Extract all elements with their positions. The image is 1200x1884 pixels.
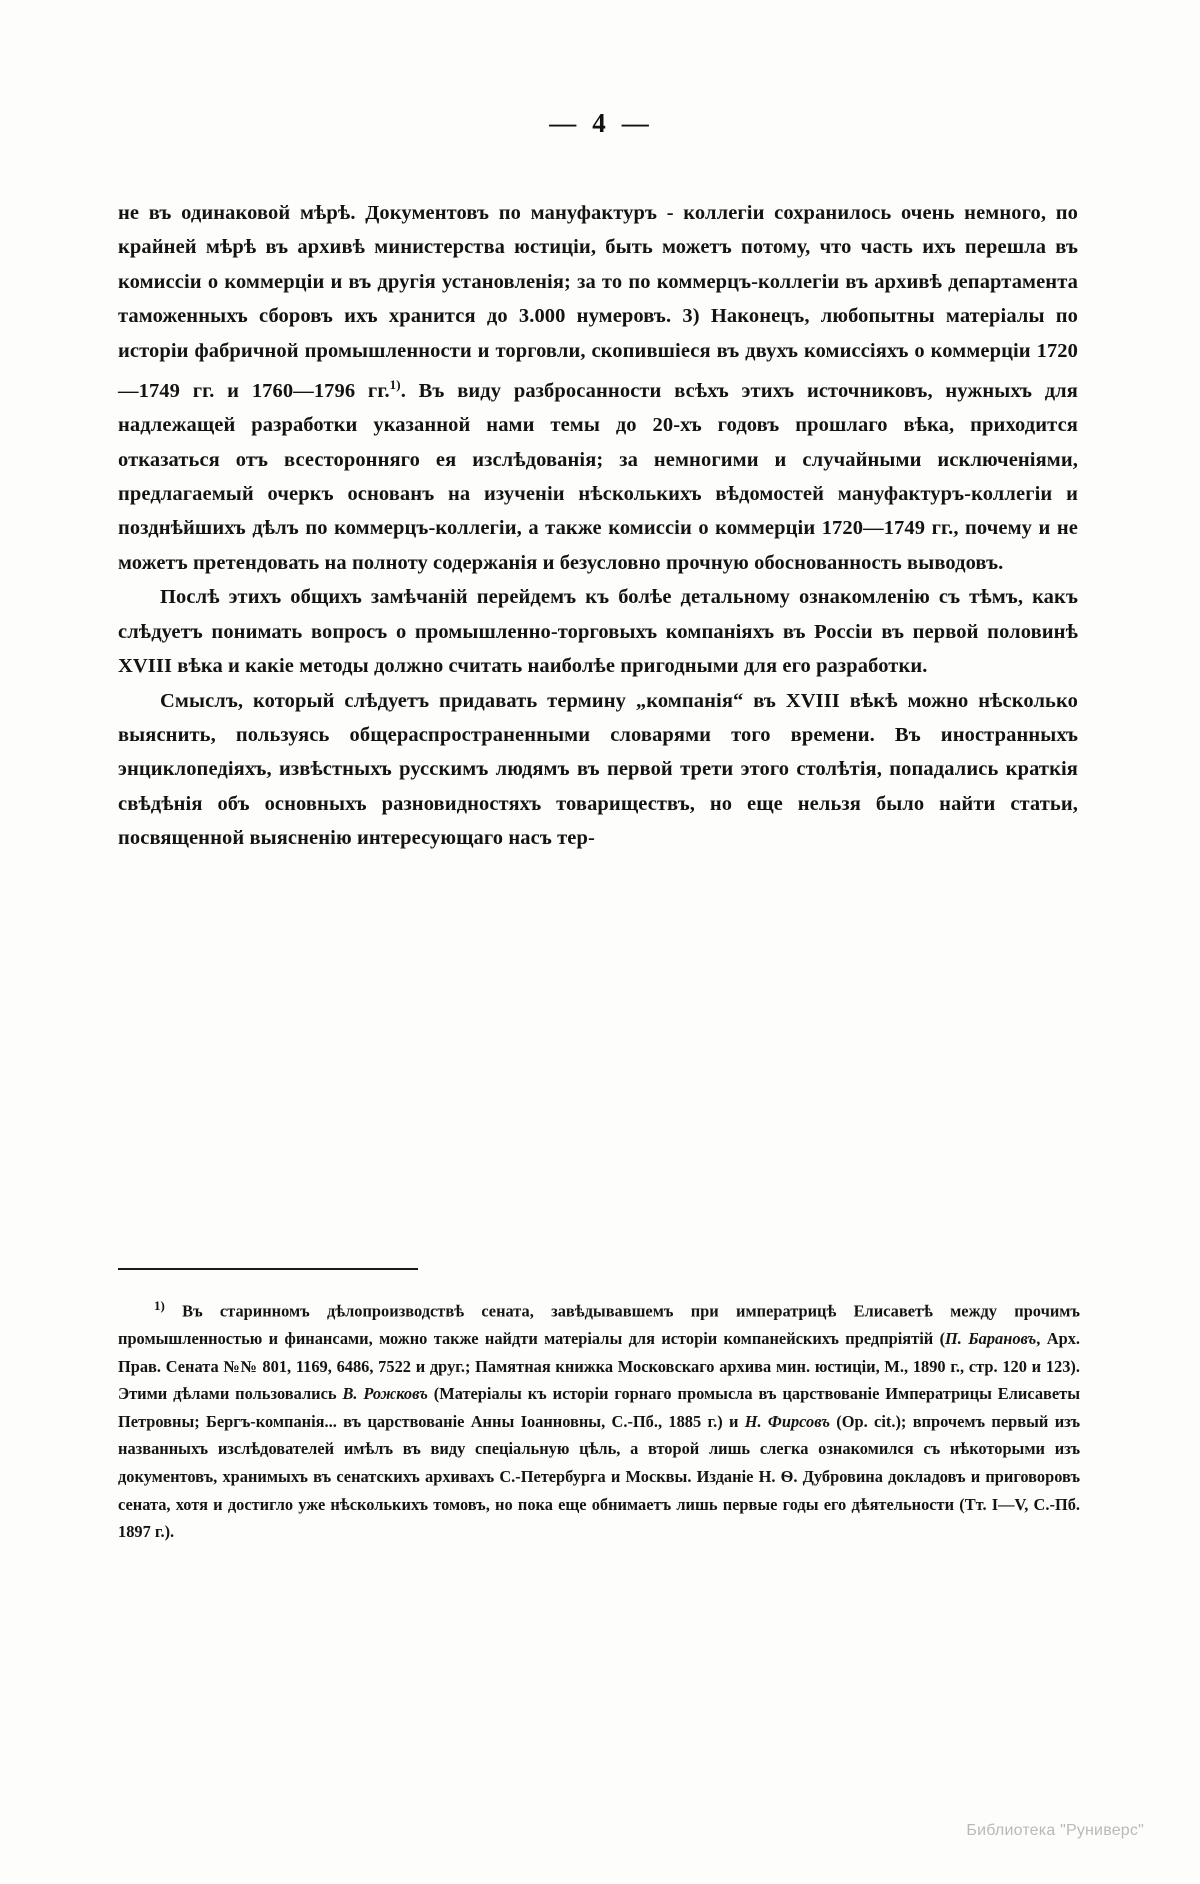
footnote-text-part-1: Въ старинномъ дѣлопроизводствѣ сената, завѣдывавшемъ при императрицѣ Елисаветѣ между прочимъ промышленностью и финансами, можно также найдти матеріалы для исторіи компанейскихъ предпріятій ( <box>118 1301 1080 1349</box>
footnote-reference-1: 1) <box>389 377 401 393</box>
footnote-marker: 1) <box>154 1298 165 1313</box>
main-body-text <box>118 196 1078 856</box>
paragraph-3: Смыслъ, который слѣдуетъ придавать термину „компанія“ въ XVIII вѣкѣ можно нѣсколько выяснить, пользуясь общераспространенными словарями того времени. Въ иностранныхъ энциклопедіяхъ, извѣстныхъ русскимъ людямъ въ первой трети этого столѣтія, попадались краткія свѣдѣнія объ основныхъ разновидностяхъ товариществъ, но еще нельзя было найти статьи, посвященной выясненію интересующаго насъ тер- <box>118 689 1078 850</box>
footnote-citation-2: В. Рожковъ <box>342 1384 428 1404</box>
paragraph-1-text: не въ одинаковой мѣрѣ. Документовъ по мануфактуръ - коллегіи сохранилось очень немного, по крайней мѣрѣ въ архивѣ министерства юстиціи, быть можетъ потому, что часть ихъ перешла въ комиссіи о коммерціи и въ другія установленія; за то по коммерцъ-коллегіи въ архивѣ департамента таможенныхъ сборовъ ихъ хранится до 3.000 нумеровъ. 3) Наконецъ, любопытны матеріалы по исторіи фабричной промышленности и торговли, скопившіеся въ двухъ комиссіяхъ о коммерціи 1720—1749 гг. и 1760—1796 гг. <box>118 202 1078 402</box>
footnote-text-part-4: (Ор. cit.); впрочемъ первый изъ названныхъ изслѣдователей имѣлъ въ виду спеціальную цѣль, а второй лишь слегка ознакомился съ нѣкоторыми изъ документовъ, хранимыхъ въ сенатскихъ архивахъ С.-Петербурга и Москвы. Изданіе Н. Ѳ. Дубровина докладовъ и приговоровъ сената, хотя и достигло уже нѣсколькихъ томовъ, но пока еще обнимаетъ лишь первые годы его дѣятельности (Тт. I—V, С.-Пб. 1897 г.). <box>118 1411 1080 1542</box>
page-number-value: 4 <box>592 108 608 138</box>
library-watermark: Библиотека "Руниверс" <box>966 1822 1144 1839</box>
footnote-1 <box>118 1292 1080 1546</box>
footnote-citation-1: П. Барановъ <box>945 1329 1037 1349</box>
footnote-citation-3: Н. Фирсовъ <box>744 1411 830 1431</box>
footnote-block <box>118 1292 1080 1546</box>
paragraph-2: Послѣ этихъ общихъ замѣчаній перейдемъ къ болѣе детальному ознакомленію съ тѣмъ, какъ слѣдуетъ понимать вопросъ о промышленно-торговыхъ компаніяхъ въ Россіи въ первой половинѣ XVIII вѣка и какіе методы должно считать наиболѣе пригодными для его разработки. <box>118 586 1078 678</box>
paragraph-1-continuation: . Въ виду разбросанности всѣхъ этихъ источниковъ, нужныхъ для надлежащей разработки указанной нами темы до 20-хъ годовъ прошлаго вѣка, приходится отказаться отъ всесторонняго ея изслѣдованія; за немногими и случайными исключеніями, предлагаемый очеркъ основанъ на изученіи нѣсколькихъ вѣдомостей мануфактуръ-коллегіи и позднѣйшихъ дѣлъ по коммерцъ-коллегіи, а также комиссіи о коммерціи 1720—1749 гг., почему и не можетъ претендовать на полноту содержанія и безусловно прочную обоснованность выводовъ. <box>118 379 1078 574</box>
page-number-dash-left: — <box>549 108 579 138</box>
footnote-separator-rule <box>118 1268 418 1270</box>
paragraph-1 <box>118 196 1078 580</box>
page-number <box>0 108 1200 139</box>
footnote-text-part-3: (Матеріалы къ исторіи горнаго промысла въ царствованіе Императрицы Елисаветы Петровны; Бергъ-компанія... въ царствованіе Анны Іоанновны, С.-Пб., 1885 г.) и <box>118 1384 1080 1431</box>
page-number-dash-right: — <box>621 108 651 138</box>
footnote-text-part-2: , Арх. Прав. Сената №№ 801, 1169, 6486, 7522 и друг.; Памятная книжка Московскаго архива мин. юстиціи, М., 1890 г., стр. 120 и 123). Этими дѣлами пользовались <box>118 1329 1080 1404</box>
